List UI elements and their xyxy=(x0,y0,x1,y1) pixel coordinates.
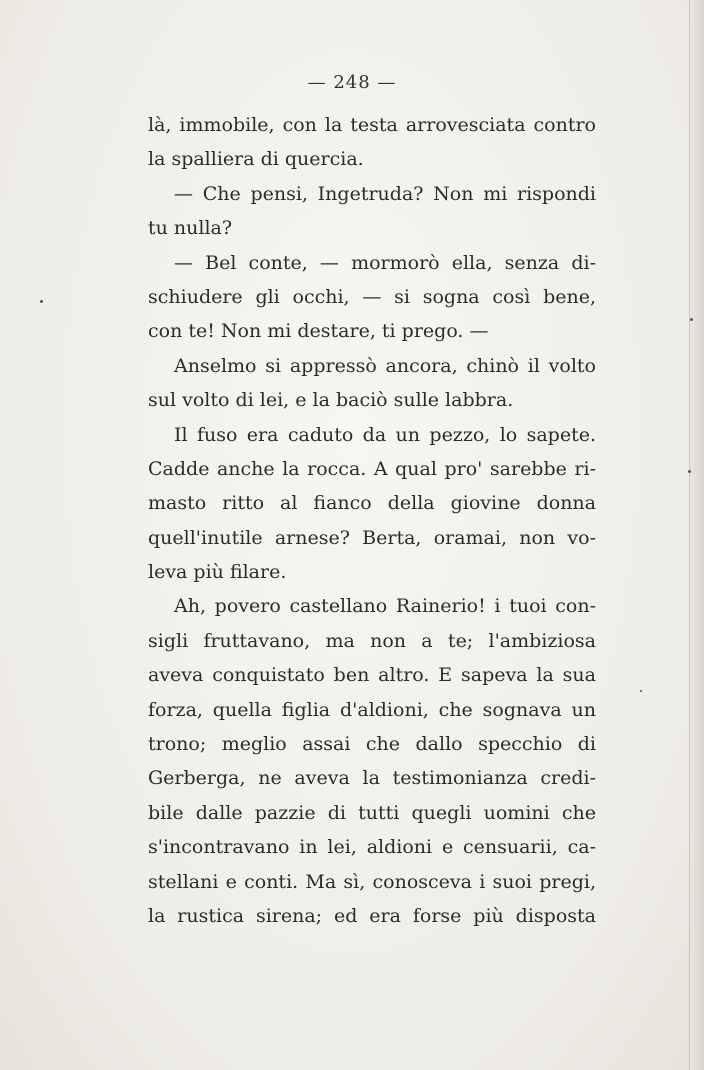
text-line: là, immobile, con la testa arrovesciata contro xyxy=(148,114,596,136)
text-line: aveva conquistato ben altro. E sapeva la sua xyxy=(148,664,596,687)
text-line: Anselmo si appressò ancora, chinò il volto xyxy=(174,354,596,377)
text-line: quell'inutile arnese? Berta, oramai, non vo- xyxy=(148,526,596,549)
text-line: — Bel conte, — mormorò ella, senza di- xyxy=(174,251,596,274)
text-line: Ah, povero castellano Rainerio! i tuoi con- xyxy=(174,595,596,618)
paper-speck xyxy=(688,470,691,473)
text-line: con te! Non mi destare, ti prego. — xyxy=(148,320,489,343)
text-line: — Che pensi, Ingetruda? Non mi rispondi xyxy=(174,182,596,205)
text-line: sul volto di lei, e la baciò sulle labbra. xyxy=(148,389,514,412)
page-text xyxy=(148,108,596,933)
text-line: leva più filare. xyxy=(148,561,287,584)
text-line: la rustica sirena; ed era forse più disposta xyxy=(148,904,596,927)
text-line: masto ritto al fianco della giovine donna xyxy=(148,492,596,515)
text-line: Cadde anche la rocca. A qual pro' sarebbe ri- xyxy=(148,457,596,480)
text-line: s'incontravano in lei, aldioni e censuarii, ca- xyxy=(148,836,596,859)
paper-speck xyxy=(690,318,693,321)
text-line: stellani e conti. Ma sì, conosceva i suoi pregi, xyxy=(148,870,596,893)
text-line: Gerberga, ne aveva la testimonianza credi- xyxy=(148,767,596,790)
text-line: la spalliera di quercia. xyxy=(148,148,364,171)
text-line: Il fuso era caduto da un pezzo, lo sapete. xyxy=(174,423,596,446)
text-line: schiudere gli occhi, — si sogna così bene, xyxy=(148,285,596,308)
text-line: tu nulla? xyxy=(148,217,233,240)
text-line: forza, quella figlia d'aldioni, che sognava un xyxy=(148,698,596,721)
page-edge xyxy=(689,0,704,1070)
text-line: sigli fruttavano, ma non a te; l'ambiziosa xyxy=(148,629,596,652)
text-line: trono; meglio assai che dallo specchio di xyxy=(148,733,596,756)
text-line: bile dalle pazzie di tutti quegli uomini che xyxy=(148,801,596,824)
page-number: — 248 — xyxy=(307,72,397,93)
paper-speck xyxy=(640,690,642,692)
paper-speck xyxy=(40,300,43,303)
